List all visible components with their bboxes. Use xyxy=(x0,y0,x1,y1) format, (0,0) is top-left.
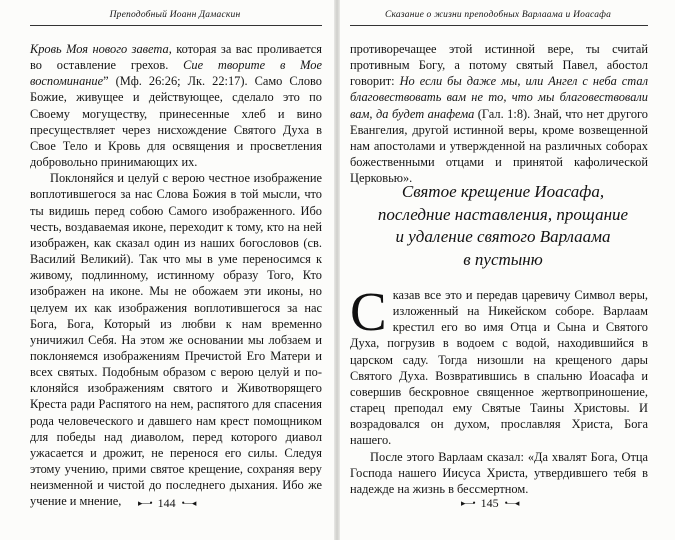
left-page xyxy=(0,0,337,540)
drop-cap: С xyxy=(350,281,387,342)
left-paragraph xyxy=(30,170,322,509)
left-paragraph xyxy=(30,41,322,170)
text-run: (Гал. 1:8). Знай, что нет другого Евангелия, другой истинной веры, кроме возвещенной нам апостолами и утвержденной на различных соборах божественными отцами и принятой кафолической Церковью». xyxy=(350,106,648,186)
chapter-title-line: последние наставления, прощание xyxy=(377,204,629,224)
chapter-body xyxy=(350,281,648,497)
italic-quote: Кровь Моя нового завета xyxy=(30,42,169,56)
chapter-title-line: в пустыню xyxy=(463,249,543,269)
ornament-right-b: •—◂ xyxy=(504,498,519,508)
italic-quote: Сие творите в Мое воспоминание xyxy=(30,58,323,89)
text-run: противоречащее этой истинной вере, ты считай противным Богу, а потому святый Павел, абостол говорит: xyxy=(350,42,648,89)
text-run: , которая за вас проливается во оставление грехов. xyxy=(30,42,322,73)
right-body-text-top xyxy=(350,41,648,186)
chapter-title-line: и удаление святого Варлаама xyxy=(395,227,611,246)
running-header-left: Преподобный Иоанн Дамаскин xyxy=(109,10,241,20)
page-number-right-value: 145 xyxy=(480,496,499,510)
page-number-left-value: 144 xyxy=(157,496,176,510)
chapter-first-paragraph-text: казав все это и передав царевичу Символ веры, изложенный на Никейском соборе. Варлаам крестил его во имя Отца и Сына и Святого Духа, погрузив в водоем с водой, находившийся в царском саду. Тогда низошли на крещеного дары Святого Духа. Возвратившись в спальню Иоасафа и совершив бескровное священное жертвоприношение, старец преподал ему Святые Таины Христовы. И возрадовался он духом, прославляя Христа, Бога нашего. xyxy=(350,288,648,448)
chapter-title xyxy=(358,181,648,271)
page-number-left xyxy=(138,496,195,511)
header-rule-right xyxy=(350,25,648,26)
right-page xyxy=(338,0,675,540)
italic-quote: Но если бы даже мы, или Ангел с неба стал благовествовать вам не то, что мы благовествовали вам, да будет анафема xyxy=(350,74,648,121)
running-header-right: Сказание о жизни преподобных Варлаама и Иоасафа xyxy=(384,10,612,20)
page-number-right xyxy=(461,496,518,511)
header-rule-left xyxy=(30,25,322,26)
text-run: ” (Мф. 26:26; Лк. 22:17). Само Слово Божие, живущее и действующее, сделало это по Своему могуществу, принесенные хлеб и вино пресуществляет через нисхождение Святого Духа в Свое Тело и Кровь для освящения и просветления добровольно принимающих их. xyxy=(30,74,322,170)
ornament-right-a: ▸—• xyxy=(461,498,475,508)
text-run: Поклоняйся и целуй с верою честное изображение воплотившегося за нас Слова Божия в той мысли, что ты видишь перед собою Самого изображенного. Ибо честь, воздаваемая иконе, переходит к тому, кто на ней изображен, как сказал один из наших богословов (св. Василий Великий). Так что мы в уме переносимся к живому, подлинному, истинному образу Того, Кто изображен на иконе. Мы не обожаем эти иконы, но целуем их как изображения воплотившегося за нас Бога, Бога, Который из любви к нам временно уничижил Себя. На этом же основании мы лобзаем и поклоняемся изображениям Пречистой Его Матери и всех святых. Подобным образом с верою целуй и поклоняйся изображениям святого и Животворящего Креста ради Распятого на нем, распятого для спасения рода человеческого и давшего нам крест помощником для победы над диаволом, перед которого диавол ужасается и дрожит, не перенося его силы. Следуя этому учению, прими святое крещение, сохраняя веру неизменной и чистой до последнего дыхания. Ибо же учение и мнение, xyxy=(30,171,322,509)
chapter-first-paragraph xyxy=(350,281,648,449)
left-body-text xyxy=(30,41,322,510)
chapter-title-line: Святое крещение Иоасафа, xyxy=(401,182,605,201)
right-paragraph xyxy=(350,41,648,186)
ornament-left-a: ▸—• xyxy=(138,498,152,508)
chapter-second-paragraph: После этого Варлаам сказал: «Да хвалят Бога, Отца Господа нашего Иисуса Христа, утвердившего тебя в надежде на жизнь в бессмертном. xyxy=(350,449,648,496)
ornament-left-b: •—◂ xyxy=(181,498,196,508)
